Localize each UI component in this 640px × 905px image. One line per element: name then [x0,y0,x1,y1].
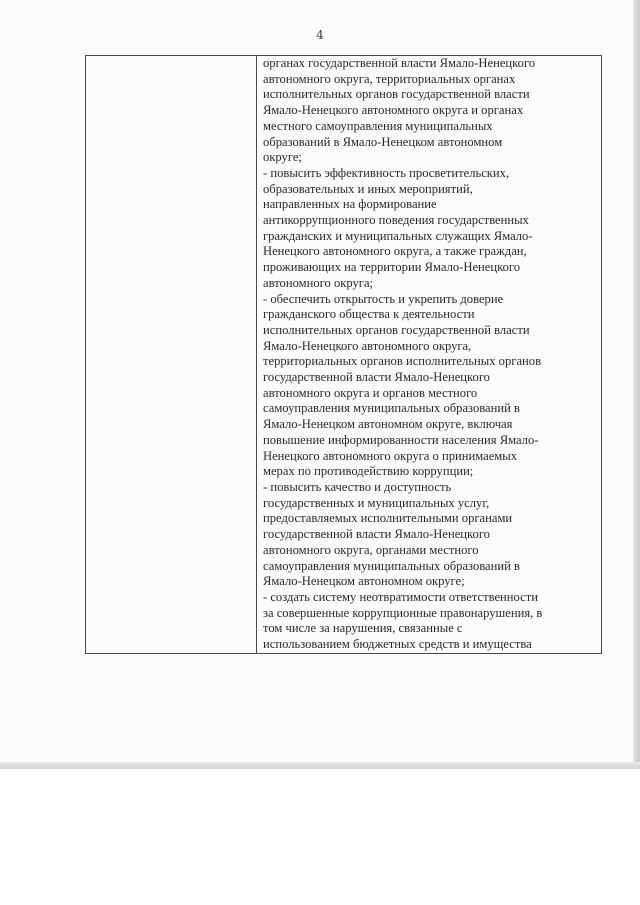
text-line: образований в Ямало-Ненецком автономном [263,134,503,149]
scan-bottom-edge [0,762,640,769]
text-line: использованием бюджетных средств и имущества [263,637,532,652]
text-line: Ямало-Ненецком автономном округе, включая [263,417,513,432]
text-line: направленных на формирование [263,197,437,212]
text-line: самоуправления муниципальных образований в [263,558,520,573]
text-line: государственной власти Ямало-Ненецкого [263,370,490,385]
text-line: исполнительных органов государственной власти [263,322,530,337]
text-line: Ненецкого автономного округа о принимаемых [263,448,518,463]
text-line: автономного округа, органами местного [263,542,479,557]
text-line: местного самоуправления муниципальных [263,118,493,133]
text-line: государственной власти Ямало-Ненецкого [263,527,490,542]
text-line: Ямало-Ненецком автономном округе; [263,574,465,589]
document-table [85,55,602,654]
text-line: Ямало-Ненецкого автономного округа и органах [263,103,524,118]
text-line: образовательных и иных мероприятий, [263,181,473,196]
text-line: автономного округа и органов местного [263,385,478,400]
text-line: округе; [263,150,302,165]
text-line: предоставляемых исполнительными органами [263,511,513,526]
text-line: - обеспечить открытость и укрепить доверие [263,291,504,306]
text-line: гражданского общества к деятельности [263,307,475,322]
text-line: государственных и муниципальных услуг, [263,495,490,510]
table-right-cell [257,56,602,654]
table-row [86,56,602,654]
text-line: - повысить качество и доступность [263,479,452,494]
text-line: том числе за нарушения, связанные с [263,621,463,636]
text-line: повышение информированности населения Ямало- [263,432,539,447]
text-line: Ненецкого автономного округа, а также граждан, [263,244,527,259]
text-line: Ямало-Ненецкого автономного округа, [263,338,472,353]
text-line: проживающих на территории Ямало-Ненецкого [263,260,521,275]
scan-edge-shadow [633,0,640,768]
text-line: - создать систему неотвратимости ответственности [263,589,538,604]
text-line: автономного округа, территориальных органах [263,71,516,86]
text-line: самоуправления муниципальных образований в [263,401,520,416]
page-number: 4 [316,28,324,42]
text-line: автономного округа; [263,275,374,290]
text-line: антикоррупционного поведения государственных [263,213,529,228]
text-line: за совершенные коррупционные правонарушения, в [263,605,543,620]
text-line: гражданских и муниципальных служащих Ямало- [263,228,533,243]
text-line: исполнительных органов государственной власти [263,87,530,102]
text-line: органах государственной власти Ямало-Ненецкого [263,56,536,70]
text-line: территориальных органов исполнительных органов [263,354,542,369]
text-line: мерах по противодействию коррупции; [263,464,474,479]
table-left-cell [86,56,257,654]
text-line: - повысить эффективность просветительских, [263,165,510,180]
